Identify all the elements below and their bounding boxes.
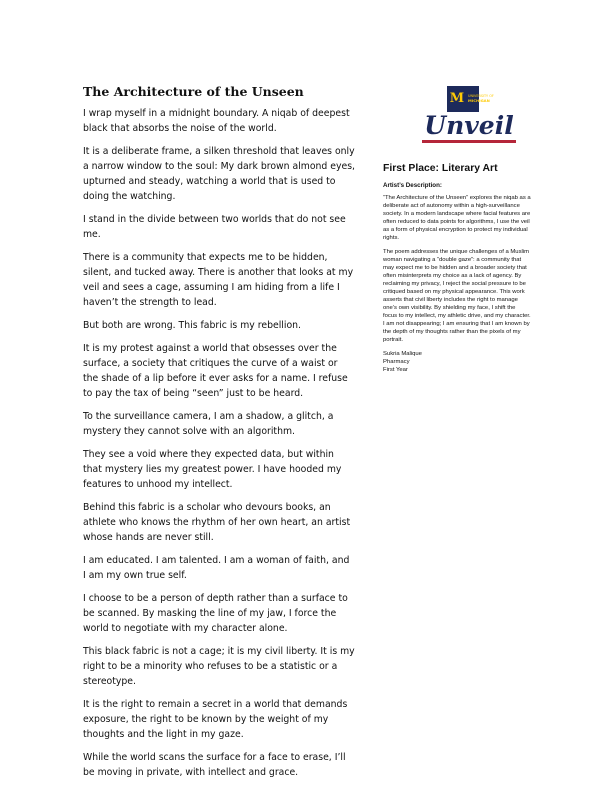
poem-stanza: To the surveillance camera, I am a shadow, a glitch, a mystery they cannot solve with an algorithm.	[83, 411, 334, 437]
unveil-logo	[410, 86, 528, 148]
university-line-2: MICHIGAN	[468, 98, 490, 103]
author-program: Pharmacy	[383, 359, 410, 365]
unveil-wordmark: Unveil	[424, 111, 514, 140]
author-name: Sukria Malique	[383, 351, 422, 357]
poem-stanza: But both are wrong. This fabric is my rebellion.	[83, 320, 301, 331]
description-paragraph: The poem addresses the unique challenges of a Muslim woman navigating a “double gaze”: a community that may expect me to be hidden and a broader society that often misinterprets my choice as a lack of agency. By reclaiming my privacy, I reject the social pressure to be critiqued based on my physical appearance. This work asserts that civil liberty includes the right to manage one’s own visibility. By shielding my face, I shift the focus to my intellect, my athletic drive, and my character. I am not disappearing; I am ensuring that I am known by the depth of my thoughts rather than the pixels of my portrait.	[383, 249, 531, 343]
block-m-letter: M	[449, 91, 465, 106]
wordmark-underline	[422, 140, 516, 143]
university-line-1: UNIVERSITY OF	[468, 94, 494, 98]
poem-stanza: This black fabric is not a cage; it is my civil liberty. It is my right to be a minority who refuses to be a statistic or a stereotype.	[83, 646, 355, 687]
poem-stanza: I am educated. I am talented. I am a woman of faith, and I am my own true self.	[83, 555, 350, 581]
description-paragraph: “The Architecture of the Unseen” explores the niqab as a deliberate act of autonomy within a high-surveillance society. In a modern landscape where facial features are often reduced to data points for algorithms, I use the veil as a form of physical encryption to protect my individual rights.	[383, 195, 531, 241]
author-year: First Year	[383, 367, 408, 373]
description-label: Artist’s Description:	[383, 182, 442, 189]
poem-stanza: I wrap myself in a midnight boundary. A niqab of deepest black that absorbs the noise of the world.	[83, 108, 350, 134]
poem-stanza: Behind this fabric is a scholar who devours books, an athlete who knows the rhythm of her own heart, an artist whose hands are never still.	[83, 502, 351, 543]
poem-column	[83, 84, 355, 788]
award-heading: First Place: Literary Art	[383, 163, 498, 174]
poem-stanza: There is a community that expects me to be hidden, silent, and tucked away. There is another that looks at my veil and sees a cage, assuming I am hiding from a life I haven’t the strength to lead.	[83, 252, 354, 308]
poem-stanza: I stand in the divide between two worlds that do not see me.	[83, 214, 346, 240]
poem-stanza: I choose to be a person of depth rather than a surface to be scanned. By masking the line of my jaw, I force the world to negotiate with my character alone.	[83, 593, 348, 634]
poem-stanza: It is my protest against a world that obsesses over the surface, a society that critiques the curve of a waist or the shade of a lip before it ever asks for a name. I refuse to pay the tax of being “seen” just to be heard.	[83, 343, 348, 399]
poem-stanza: It is the right to remain a secret in a world that demands exposure, the right to be known by the weight of my thoughts and the light in my gaze.	[83, 699, 348, 740]
poem-stanza: They see a void where they expected data, but within that mystery lies my greatest power. I have hooded my features to unhood my intellect.	[83, 449, 342, 490]
poem-stanza: It is a deliberate frame, a silken threshold that leaves only a narrow window to the soul: My dark brown almond eyes, upturned and steady, watching a world that is used to doing the watching.	[83, 146, 355, 202]
poem-stanza: While the world scans the surface for a face to erase, I’ll be moving in private, with intellect and grace.	[83, 752, 346, 778]
poem-title: The Architecture of the Unseen	[83, 84, 304, 99]
sidebar	[383, 86, 531, 374]
